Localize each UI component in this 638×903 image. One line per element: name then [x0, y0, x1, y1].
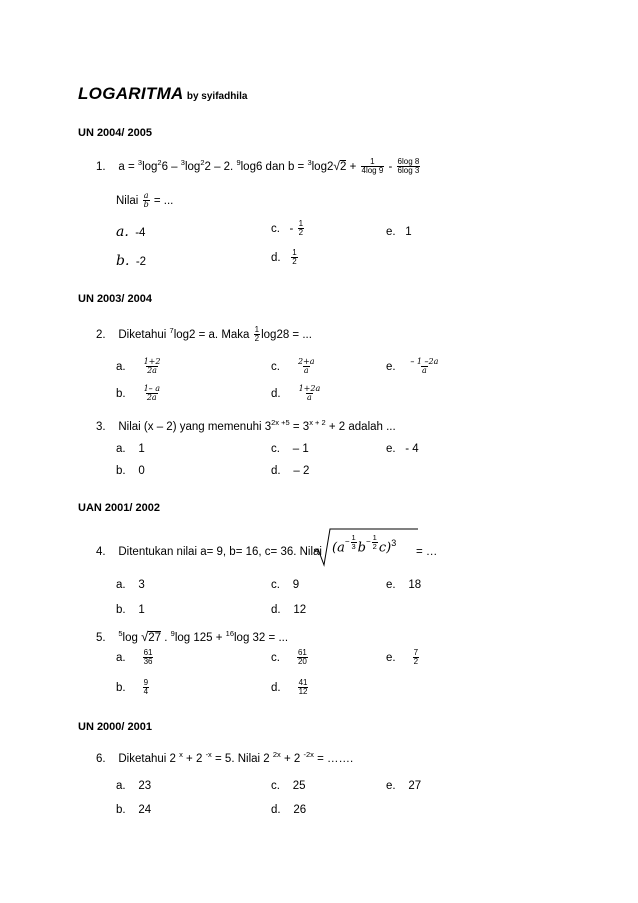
q2-fraction: $\frac{1}{2}$	[254, 325, 260, 344]
section-heading: UAN 2001/ 2002	[78, 502, 160, 514]
q1-nilai-fraction: $\frac{a}{b}$	[143, 191, 149, 210]
sqrt-radicand: 2	[339, 160, 347, 173]
option-e[interactable]: e. 1	[386, 226, 412, 238]
q6-text: + 2	[182, 753, 206, 765]
q1-fraction-2: $\frac{6\log 8}{6\log 3}$	[397, 157, 420, 176]
q1-text: log6 dan b =	[240, 160, 308, 173]
q6-sup: -x	[205, 750, 212, 760]
option-a[interactable]: a. 3	[116, 579, 145, 591]
question-number: 4.	[96, 546, 106, 558]
option-d[interactable]: d. – 2	[271, 465, 310, 477]
q4-expr-pow: 3	[391, 538, 397, 549]
q1-sup: 3	[180, 158, 185, 168]
option-d[interactable]: d. $\frac{41}{12}$	[271, 678, 308, 697]
q3-text: + 2 adalah ...	[325, 421, 396, 433]
option-fraction: $\frac{1}{2}$	[298, 219, 304, 238]
option-fraction: $\frac{61}{20}$	[297, 648, 307, 667]
option-d[interactable]: d. 26	[271, 804, 307, 816]
author-byline: by syifadhila	[186, 91, 248, 102]
option-e[interactable]: e. $\frac{7}{2}$	[386, 648, 419, 667]
q2-text: Diketahui	[118, 328, 170, 341]
q6-text: Diketahui 2	[118, 753, 180, 765]
q4-equals: = …	[416, 546, 438, 558]
option-fraction: $\frac{1+2}{2a}$	[143, 357, 161, 376]
q4-expr-close: c)	[378, 540, 392, 556]
option-fraction: $\frac{9}{4}$	[143, 678, 149, 697]
q6-sup: -2x	[303, 750, 314, 760]
question-number: 2.	[96, 328, 106, 341]
option-a[interactable]: a. -4	[116, 224, 146, 240]
q1-sup: 3	[307, 158, 312, 168]
option-c[interactable]: c. $\frac{2+a}{a}$	[271, 357, 315, 376]
q3-text: Nilai (x – 2) yang memenuhi 3	[118, 421, 272, 433]
option-e[interactable]: e. $\frac{- 1 -2a}{a}$	[386, 357, 439, 376]
question-number: 3.	[96, 421, 106, 433]
option-d[interactable]: d. 12	[271, 604, 307, 616]
question-number: 1.	[96, 160, 106, 173]
option-fraction: $\frac{7}{2}$	[413, 648, 419, 667]
q5-text: .	[161, 632, 171, 644]
q6-text: = 5. Nilai 2	[211, 753, 273, 765]
q1-text: log	[184, 160, 201, 173]
option-fraction: $\frac{41}{12}$	[298, 678, 308, 697]
question-3	[96, 418, 396, 433]
q3-text: = 3	[289, 421, 310, 433]
option-e[interactable]: e. 18	[386, 579, 422, 591]
question-number: 6.	[96, 753, 106, 765]
q4-expr-open: (a	[332, 540, 345, 556]
option-e[interactable]: e. 27	[386, 780, 422, 792]
option-b[interactable]: b. 1	[116, 604, 145, 616]
q1-text: +	[346, 160, 357, 173]
q1-nilai-label: Nilai	[116, 194, 142, 207]
question-1	[96, 158, 421, 176]
question-5	[96, 629, 288, 644]
q1-text: 6 –	[161, 160, 181, 173]
q5-sup: 9	[170, 629, 175, 639]
option-b[interactable]: b. $\frac{9}{4}$	[116, 678, 149, 697]
page-title: LOGARITMA	[78, 84, 184, 103]
option-a[interactable]: a. $\frac{61}{36}$	[116, 648, 153, 667]
question-4	[96, 546, 322, 558]
q1-nilai	[116, 192, 173, 210]
q4-text: Ditentukan nilai a= 9, b= 16, c= 36. Nilai	[118, 546, 322, 558]
q1-sup: 3	[137, 158, 143, 168]
option-fraction: $\frac{1}{2}$	[292, 248, 297, 267]
option-a[interactable]: a. $\frac{1+2}{2a}$	[116, 357, 161, 376]
q1-text: a =	[118, 160, 138, 173]
option-c[interactable]: c. - $\frac{1}{2}$	[271, 219, 304, 238]
q1-text: log2	[311, 160, 334, 173]
section-heading: UN 2004/ 2005	[78, 127, 152, 139]
option-fraction: $\frac{1- a}{2a}$	[143, 384, 160, 403]
option-fraction: $\frac{- 1 -2a}{a}$	[410, 357, 439, 376]
q3-sup: x + 2	[309, 418, 326, 428]
q1-minus: -	[385, 160, 396, 173]
q5-text: log 125 +	[174, 632, 226, 644]
option-b[interactable]: b. 0	[116, 465, 145, 477]
q4-expression	[332, 534, 396, 555]
q4-expr-mid: b	[357, 540, 366, 556]
q1-sup: 2	[200, 158, 205, 168]
option-d[interactable]: d. $\frac{1+2a}{a}$	[271, 384, 321, 403]
option-fraction: $\frac{61}{36}$	[143, 648, 153, 667]
option-c[interactable]: c. $\frac{61}{20}$	[271, 648, 307, 667]
q4-exp1: − 1 3	[344, 533, 356, 551]
option-e[interactable]: e. - 4	[386, 443, 419, 455]
q6-text: = …….	[313, 753, 354, 765]
q2-text: log28 = ...	[261, 328, 312, 341]
page-header	[78, 84, 247, 104]
question-number: 5.	[96, 632, 106, 644]
option-c[interactable]: c. 25	[271, 780, 306, 792]
option-c[interactable]: c. – 1	[271, 443, 309, 455]
option-a[interactable]: a. 1	[116, 443, 145, 455]
q2-text: log2 = a. Maka	[173, 328, 253, 341]
q5-text: log	[122, 632, 138, 644]
q1-sup: 2	[157, 158, 162, 168]
option-b[interactable]: b. $\frac{1- a}{2a}$	[116, 384, 160, 403]
q1-fraction-1: $\frac{1}{4\log 9}$	[361, 157, 384, 176]
section-heading: UN 2000/ 2001	[78, 721, 152, 733]
q5-sup: 16	[225, 629, 234, 639]
sqrt-symbol: √	[333, 158, 340, 173]
option-fraction: $\frac{2+a}{a}$	[297, 357, 315, 376]
q6-sup: x	[179, 750, 183, 760]
q5-sup: 5	[118, 629, 123, 639]
q5-radicand: 27	[148, 632, 162, 644]
option-fraction: $\frac{1+2a}{a}$	[298, 384, 321, 403]
option-a[interactable]: a. 23	[116, 780, 152, 792]
q1-sup: 9	[236, 158, 241, 168]
option-d[interactable]: d. $\frac{1}{2}$	[271, 248, 297, 267]
section-heading: UN 2003/ 2004	[78, 293, 152, 305]
question-6	[96, 750, 354, 765]
sqrt-symbol: √	[141, 629, 149, 644]
q1-text: log	[142, 160, 158, 173]
q6-text: + 2	[280, 753, 304, 765]
option-c[interactable]: c. 9	[271, 579, 300, 591]
q6-sup: 2x	[272, 750, 281, 760]
option-b[interactable]: b. -2	[116, 253, 147, 269]
q4-exp2: − 1 2	[366, 533, 377, 551]
question-2	[96, 326, 312, 344]
q1-text: 2 – 2.	[204, 160, 237, 173]
option-b[interactable]: b. 24	[116, 804, 152, 816]
q2-sup: 7	[169, 326, 174, 336]
q1-nilai-end: = ...	[150, 194, 174, 207]
q5-text: log 32 = ...	[234, 632, 289, 644]
q3-sup: 2x +5	[271, 418, 290, 428]
